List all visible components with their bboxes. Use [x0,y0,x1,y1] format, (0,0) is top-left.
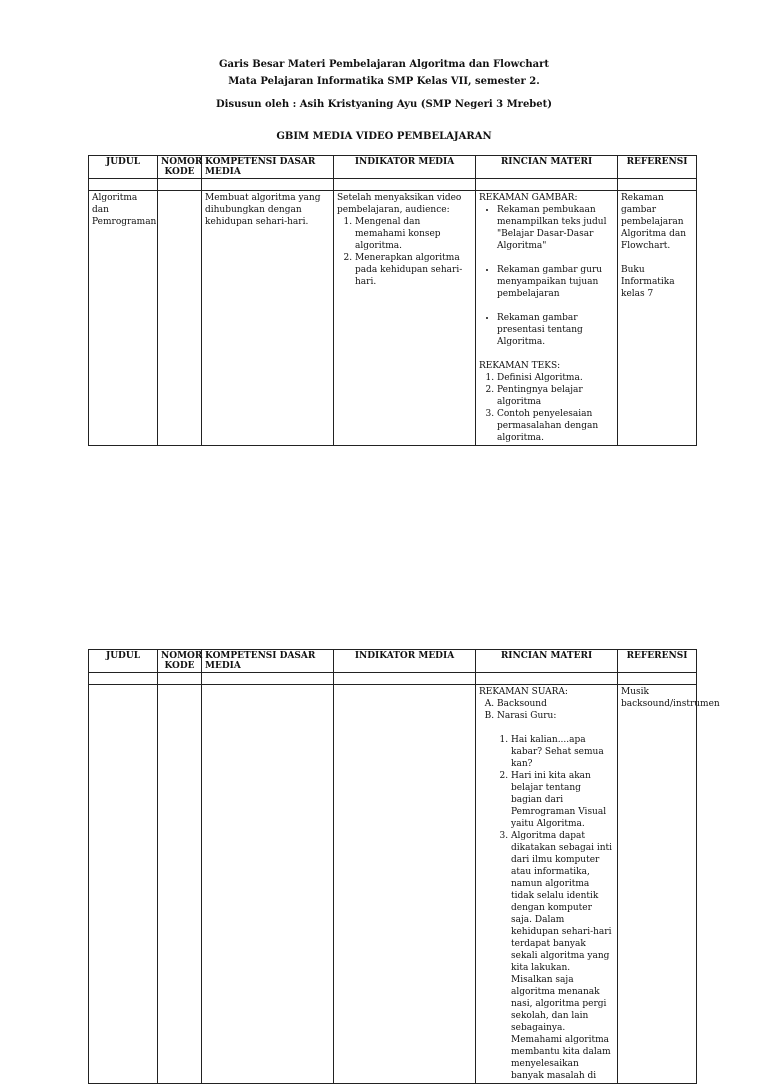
document-title: Garis Besar Materi Pembelajaran Algoritma dan Flowchart [219,59,549,70]
col-header-indikator: INDIKATOR MEDIA [334,156,476,179]
narasi-list [479,734,614,1082]
rekaman-teks-title: REKAMAN TEKS: [479,361,561,371]
cell-referensi [618,191,697,446]
list-item: 1. Definisi Algoritma. [497,372,614,384]
table-spacer-row [89,673,697,685]
list-item: B. Narasi Guru: [497,710,614,722]
rekaman-suara-title: REKAMAN SUARA: [479,687,568,697]
col-header-referensi: REFERENSI [618,650,697,673]
list-item: • Rekaman gambar presentasi tentang Algoritma. [497,312,614,348]
cell-referensi: Musik backsound/instrumen [618,685,697,1084]
gbim-table-1 [88,155,697,446]
list-item: 3. Algoritma dapat dikatakan sebagai inti dari ilmu komputer atau informatika, namun algoritma tidak selalu identik dengan komputer saja. Dalam kehidupan sehari-hari terdapat banyak sekali algoritma yang kita lakukan. Misalkan saja algoritma menanak nasi, algoritma pergi sekolah, dan lain sebagainya. Memahami algoritma membantu kita dalam menyelesaikan banyak masalah di [511,830,614,1082]
document-subtitle: Mata Pelajaran Informatika SMP Kelas VII, semester 2. [228,76,540,87]
section-title: GBIM MEDIA VIDEO PEMBELAJARAN [276,131,492,142]
cell-judul: Algoritma dan Pemrograman [89,191,158,446]
table-header-row [89,156,697,179]
col-header-nomor-kode: NOMOR KODE [158,156,202,179]
spacer-cell [476,673,618,685]
gbim-table-2 [88,649,720,1084]
rekaman-gambar-list [479,204,614,348]
list-item: 3. Contoh penyelesaian permasalahan dengan algoritma. [497,408,614,444]
spacer-cell [618,673,697,685]
col-header-judul: JUDUL [89,650,158,673]
indikator-intro: Setelah menyaksikan video pembelajaran, audience: [337,193,462,215]
list-item: A. Backsound [497,698,614,710]
table-spacer-row [89,179,697,191]
referensi-item: Rekaman gambar pembelajaran Algoritma dan Flowchart. [621,193,687,251]
spacer-cell [202,179,334,191]
col-header-rincian: RINCIAN MATERI [476,650,618,673]
spacer-cell [158,179,202,191]
rekaman-suara-list [479,698,614,722]
spacer-cell [202,673,334,685]
list-item: • Rekaman gambar guru menyampaikan tujuan pembelajaran [497,264,614,300]
cell-rincian [476,191,618,446]
col-header-kompetensi: KOMPETENSI DASAR MEDIA [202,650,334,673]
spacer-cell [89,179,158,191]
list-item: 1. Mengenal dan memahami konsep algoritma. [355,216,472,252]
list-item: 2. Pentingnya belajar algoritma [497,384,614,408]
table-row [89,191,697,446]
spacer-cell [618,179,697,191]
col-header-judul: JUDUL [89,156,158,179]
rekaman-gambar-title: REKAMAN GAMBAR: [479,193,578,203]
spacer-cell [158,673,202,685]
indikator-list [337,216,472,288]
list-item: 1. Hai kalian....apa kabar? Sehat semua kan? [511,734,614,770]
document-author: Disusun oleh : Asih Kristyaning Ayu (SMP Negeri 3 Mrebet) [215,99,553,110]
cell-kompetensi: Membuat algoritma yang dihubungkan dengan kehidupan sehari-hari. [202,191,334,446]
spacer-cell [476,179,618,191]
col-header-kompetensi: KOMPETENSI DASAR MEDIA [202,156,334,179]
rekaman-teks-list [479,372,614,444]
col-header-rincian: RINCIAN MATERI [476,156,618,179]
referensi-item: Buku Informatika kelas 7 [621,265,675,299]
spacer-cell [334,673,476,685]
spacer-cell [334,179,476,191]
spacer-cell [89,673,158,685]
col-header-indikator: INDIKATOR MEDIA [334,650,476,673]
list-item: 2. Hari ini kita akan belajar tentang bagian dari Pemrograman Visual yaitu Algoritma. [511,770,614,830]
table-header-row [89,650,697,673]
col-header-referensi: REFERENSI [618,156,697,179]
cell-indikator [334,191,476,446]
list-item: • Rekaman pembukaan menampilkan teks judul "Belajar Dasar-Dasar Algoritma" [497,204,614,252]
col-header-nomor-kode: NOMOR KODE [158,650,202,673]
cell-nomor-kode [158,191,202,446]
list-item: 2. Menerapkan algoritma pada kehidupan sehari-hari. [355,252,472,288]
